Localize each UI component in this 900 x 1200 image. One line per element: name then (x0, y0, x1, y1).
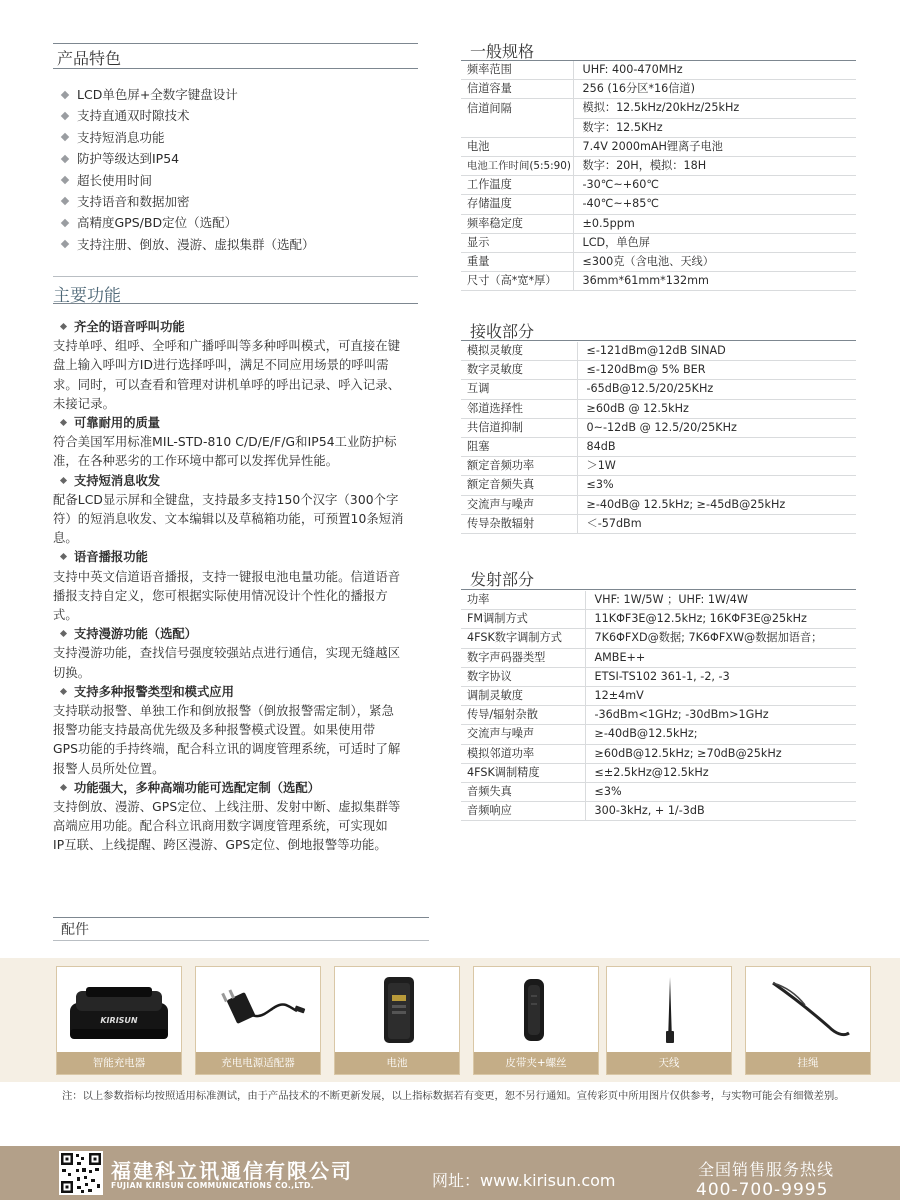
accessory-card-lanyard (745, 966, 871, 1075)
accessory-card-antenna (606, 966, 732, 1075)
spec-row (461, 233, 856, 252)
spec-row (461, 476, 856, 495)
diamond-bullet-icon (61, 112, 69, 120)
diamond-bullet-icon (60, 553, 67, 560)
spec-row (461, 514, 856, 533)
spec-key: 额定音频功率 (461, 457, 577, 476)
spec-value: 0~-12dB @ 12.5/20/25KHz (577, 418, 856, 437)
function-heading: 支持漫游功能（选配） (53, 625, 421, 644)
spec-key: 阻塞 (461, 438, 577, 457)
belt-clip-icon (475, 968, 597, 1050)
spec-row (461, 99, 856, 118)
diamond-bullet-icon (61, 154, 69, 162)
spec-key: 调制灵敏度 (461, 687, 585, 706)
spec-key: 传导/辐射杂散 (461, 706, 585, 725)
spec-key: 传导杂散辐射 (461, 514, 577, 533)
accessory-label: 天线 (607, 1052, 731, 1074)
spec-row (461, 61, 856, 80)
diamond-bullet-icon (60, 688, 67, 695)
diamond-bullet-icon (61, 176, 69, 184)
spec-row (461, 380, 856, 399)
accessory-card-battery (334, 966, 460, 1075)
spec-key: 存储温度 (461, 195, 573, 214)
diamond-bullet-icon (60, 419, 67, 426)
spec-row (461, 195, 856, 214)
diamond-bullet-icon (61, 90, 69, 98)
spec-value: 数字：20H，模拟：18H (573, 157, 856, 176)
spec-row (461, 648, 856, 667)
spec-key: 数字协议 (461, 667, 585, 686)
accessory-label: 电池 (335, 1052, 459, 1074)
spec-value: ETSI-TS102 361-1, -2, -3 (585, 667, 856, 686)
spec-key (461, 118, 573, 137)
spec-key: 电池工作时间(5:5:90) (461, 157, 573, 176)
spec-row (461, 137, 856, 156)
spec-key: 额定音频失真 (461, 476, 577, 495)
spec-value: -40℃~+85℃ (573, 195, 856, 214)
charger-logo: KIRISUN (100, 1016, 138, 1025)
accessory-label: 皮带夹+螺丝 (474, 1052, 598, 1074)
accessory-card-charger (56, 966, 182, 1075)
footer-bar (0, 1146, 900, 1200)
diamond-bullet-icon (60, 784, 67, 791)
spec-value: ≥60dB@12.5kHz; ≥70dB@25kHz (585, 744, 856, 763)
spec-value: ＜-57dBm (577, 514, 856, 533)
feature-item: 支持直通双时隙技术 (62, 105, 315, 126)
spec-value: 12±4mV (585, 687, 856, 706)
spec-value: 256 (16分区*16信道) (573, 80, 856, 99)
spec-key: 功率 (461, 591, 585, 610)
spec-key: 重量 (461, 253, 573, 272)
feature-item: 支持语音和数据加密 (62, 191, 315, 212)
spec-value: ≥60dB @ 12.5kHz (577, 399, 856, 418)
accessory-card-belt-clip (473, 966, 599, 1075)
spec-key: 电池 (461, 137, 573, 156)
feature-item: LCD单色屏+全数字键盘设计 (62, 84, 315, 105)
spec-key: 尺寸（高*宽*厚） (461, 272, 573, 291)
spec-row (461, 495, 856, 514)
spec-row (461, 744, 856, 763)
diamond-bullet-icon (61, 219, 69, 227)
spec-value: ≤300克（含电池、天线） (573, 253, 856, 272)
accessory-label: 充电电源适配器 (196, 1052, 320, 1074)
spec-key: 4FSK数字调制方式 (461, 629, 585, 648)
spec-row (461, 629, 856, 648)
diamond-bullet-icon (61, 240, 69, 248)
function-heading: 支持多种报警类型和模式应用 (53, 683, 421, 702)
features-top-line (53, 43, 418, 44)
transmit-title: 发射部分 (470, 570, 535, 589)
spec-row (461, 361, 856, 380)
receive-line (461, 340, 856, 341)
spec-row (461, 272, 856, 291)
receive-spec-table (461, 342, 856, 534)
function-text: 符合美国军用标准MIL-STD-810 C/D/E/F/G和IP54工业防护标 准，在各种恶劣的工作环境中都可以发挥优异性能。 (53, 435, 397, 469)
spec-row (461, 438, 856, 457)
hotline-number: 400-700-9995 (696, 1180, 829, 1200)
diamond-bullet-icon (61, 197, 69, 205)
spec-key: 显示 (461, 233, 573, 252)
accessories-bottom-line (53, 940, 429, 941)
general-title: 一般规格 (470, 42, 535, 61)
adapter-icon (197, 968, 319, 1050)
lanyard-icon (747, 968, 869, 1050)
function-text: 支持倒放、漫游、GPS定位、上线注册、发射中断、虚拟集群等 高端应用功能。配合科立讯商用数字调度管理系统，可实现如 IP互联、上线提醒、跨区漫游、GPS定位、倒地报警等功能。 (53, 800, 401, 853)
spec-value: ≤3% (585, 783, 856, 802)
company-name-en: FUJIAN KIRISUN COMMUNICATIONS CO.,LTD. (111, 1181, 314, 1190)
transmit-line (461, 589, 856, 590)
function-text: 支持漫游功能，查找信号强度较强站点进行通信，实现无缝越区 切换。 (53, 646, 401, 680)
feature-item: 支持短消息功能 (62, 127, 315, 148)
spec-value: 模拟：12.5kHz/20kHz/25kHz (573, 99, 856, 118)
spec-key: 信道容量 (461, 80, 573, 99)
spec-row (461, 763, 856, 782)
spec-value: ≤±2.5kHz@12.5kHz (585, 763, 856, 782)
spec-row (461, 725, 856, 744)
receive-title: 接收部分 (470, 322, 535, 341)
function-text: 支持联动报警、单独工作和倒放报警（倒放报警需定制），紧急 报警功能支持最高优先级及多种报警模式设置。如果使用带 GPS功能的手持终端，配合科立讯的调度管理系统，可适时了解 报警人员所处位置。 (53, 704, 401, 776)
spec-value: -65dB@12.5/20/25KHz (577, 380, 856, 399)
disclaimer-note: 注：以上参数指标均按照适用标准测试，由于产品技术的不断更新发展，以上指标数据若有变更，恕不另行通知。宣传彩页中所用图片仅供参考，与实物可能会有细微差别。 (62, 1090, 845, 1102)
spec-key: 共信道抑制 (461, 418, 577, 437)
spec-key: FM调制方式 (461, 610, 585, 629)
general-spec-table (461, 61, 856, 291)
transmit-spec-table (461, 591, 856, 821)
spec-row (461, 118, 856, 137)
spec-key: 模拟灵敏度 (461, 342, 577, 361)
function-heading: 支持短消息收发 (53, 472, 421, 491)
spec-row (461, 610, 856, 629)
feature-item: 防护等级达到IP54 (62, 148, 315, 169)
spec-row (461, 399, 856, 418)
features-list (62, 84, 315, 255)
spec-row (461, 253, 856, 272)
diamond-bullet-icon (60, 477, 67, 484)
spec-row (461, 157, 856, 176)
spec-value: 11KΦF3E@12.5kHz; 16KΦF3E@25kHz (585, 610, 856, 629)
spec-key: 4FSK调制精度 (461, 763, 585, 782)
accessories-top-line (53, 917, 429, 918)
accessory-label: 挂绳 (746, 1052, 870, 1074)
feature-item: 高精度GPS/BD定位（选配） (62, 212, 315, 233)
spec-row (461, 667, 856, 686)
diamond-bullet-icon (60, 323, 67, 330)
spec-value: -36dBm<1GHz; -30dBm>1GHz (585, 706, 856, 725)
spec-key: 音频失真 (461, 783, 585, 802)
spec-row (461, 687, 856, 706)
spec-key: 信道间隔 (461, 99, 573, 118)
spec-value: 300-3kHz, + 1/-3dB (585, 802, 856, 821)
spec-value: LCD，单色屏 (573, 233, 856, 252)
spec-key: 交流声与噪声 (461, 495, 577, 514)
spec-value: 7.4V 2000mAH锂离子电池 (573, 137, 856, 156)
spec-value: ±0.5ppm (573, 214, 856, 233)
functions-title: 主要功能 (53, 286, 121, 306)
spec-value: ≤-120dBm@ 5% BER (577, 361, 856, 380)
spec-value: 7K6ΦFXD@数据; 7K6ΦFXW@数据加语音； (585, 629, 856, 648)
spec-key: 邻道选择性 (461, 399, 577, 418)
functions-top-line (53, 276, 418, 277)
feature-item: 支持注册、倒放、漫游、虚拟集群（选配） (62, 234, 315, 255)
spec-row (461, 457, 856, 476)
accessory-card-adapter (195, 966, 321, 1075)
spec-key: 音频响应 (461, 802, 585, 821)
spec-key: 频率范围 (461, 61, 573, 80)
spec-row (461, 342, 856, 361)
features-bottom-line (53, 68, 418, 69)
spec-key: 互调 (461, 380, 577, 399)
spec-row (461, 706, 856, 725)
accessories-title: 配件 (61, 922, 89, 938)
spec-key: 频率稳定度 (461, 214, 573, 233)
spec-row (461, 176, 856, 195)
hotline-label: 全国销售服务热线 (698, 1160, 835, 1179)
spec-key: 交流声与噪声 (461, 725, 585, 744)
spec-value: UHF: 400-470MHz (573, 61, 856, 80)
spec-value: ＞1W (577, 457, 856, 476)
qr-code-icon (59, 1151, 103, 1195)
spec-row (461, 802, 856, 821)
function-text: 配备LCD显示屏和全键盘，支持最多支持150个汉字（300个字 符）的短消息收发、文本编辑以及草稿箱功能，可预置10条短消 息。 (53, 492, 404, 546)
functions-body (53, 318, 421, 856)
diamond-bullet-icon (60, 630, 67, 637)
spec-row (461, 591, 856, 610)
spec-value: ≥-40dB@12.5kHz; (585, 725, 856, 744)
website-text: 网址：www.kirisun.com (432, 1171, 616, 1190)
antenna-icon (608, 968, 730, 1050)
spec-value: ≥-40dB@ 12.5kHz; ≥-45dB@25kHz (577, 495, 856, 514)
spec-key: 数字声码器类型 (461, 648, 585, 667)
accessory-label: 智能充电器 (57, 1052, 181, 1074)
spec-key: 数字灵敏度 (461, 361, 577, 380)
spec-value: 84dB (577, 438, 856, 457)
spec-value: AMBE++ (585, 648, 856, 667)
spec-key: 模拟邻道功率 (461, 744, 585, 763)
battery-icon (336, 968, 458, 1050)
spec-row (461, 783, 856, 802)
function-text: 支持中英文信道语音播报，支持一键报电池电量功能。信道语音 播报支持自定义，您可根据实际使用情况设计个性化的播报方 式。 (53, 569, 401, 623)
spec-key: 工作温度 (461, 176, 573, 195)
company-name-cn: 福建科立讯通信有限公司 (111, 1159, 353, 1183)
diamond-bullet-icon (61, 133, 69, 141)
spec-value: -30℃~+60℃ (573, 176, 856, 195)
spec-value: 36mm*61mm*132mm (573, 272, 856, 291)
function-heading: 可靠耐用的质量 (53, 414, 421, 433)
feature-item: 超长使用时间 (62, 170, 315, 191)
spec-value: VHF: 1W/5W ；UHF: 1W/4W (585, 591, 856, 610)
function-heading: 齐全的语音呼叫功能 (53, 318, 421, 337)
spec-value: 数字：12.5KHz (573, 118, 856, 137)
features-title: 产品特色 (57, 49, 122, 68)
function-heading: 功能强大，多种高端功能可选配定制（选配） (53, 779, 421, 798)
spec-row (461, 214, 856, 233)
function-text: 支持单呼、组呼、全呼和广播呼叫等多种呼叫模式，可直接在键 盘上输入呼叫方ID进行选择呼叫，满足不同应用场景的呼叫需 求。同时，可以查看和管理对讲机单呼的呼出记录、呼入记录、 未接记录。 (53, 339, 401, 411)
functions-bottom-line (53, 303, 418, 304)
spec-value: ≤3% (577, 476, 856, 495)
charger-icon (58, 968, 180, 1050)
function-heading: 语音播报功能 (53, 548, 421, 567)
spec-value: ≤-121dBm@12dB SINAD (577, 342, 856, 361)
spec-row (461, 80, 856, 99)
spec-row (461, 418, 856, 437)
